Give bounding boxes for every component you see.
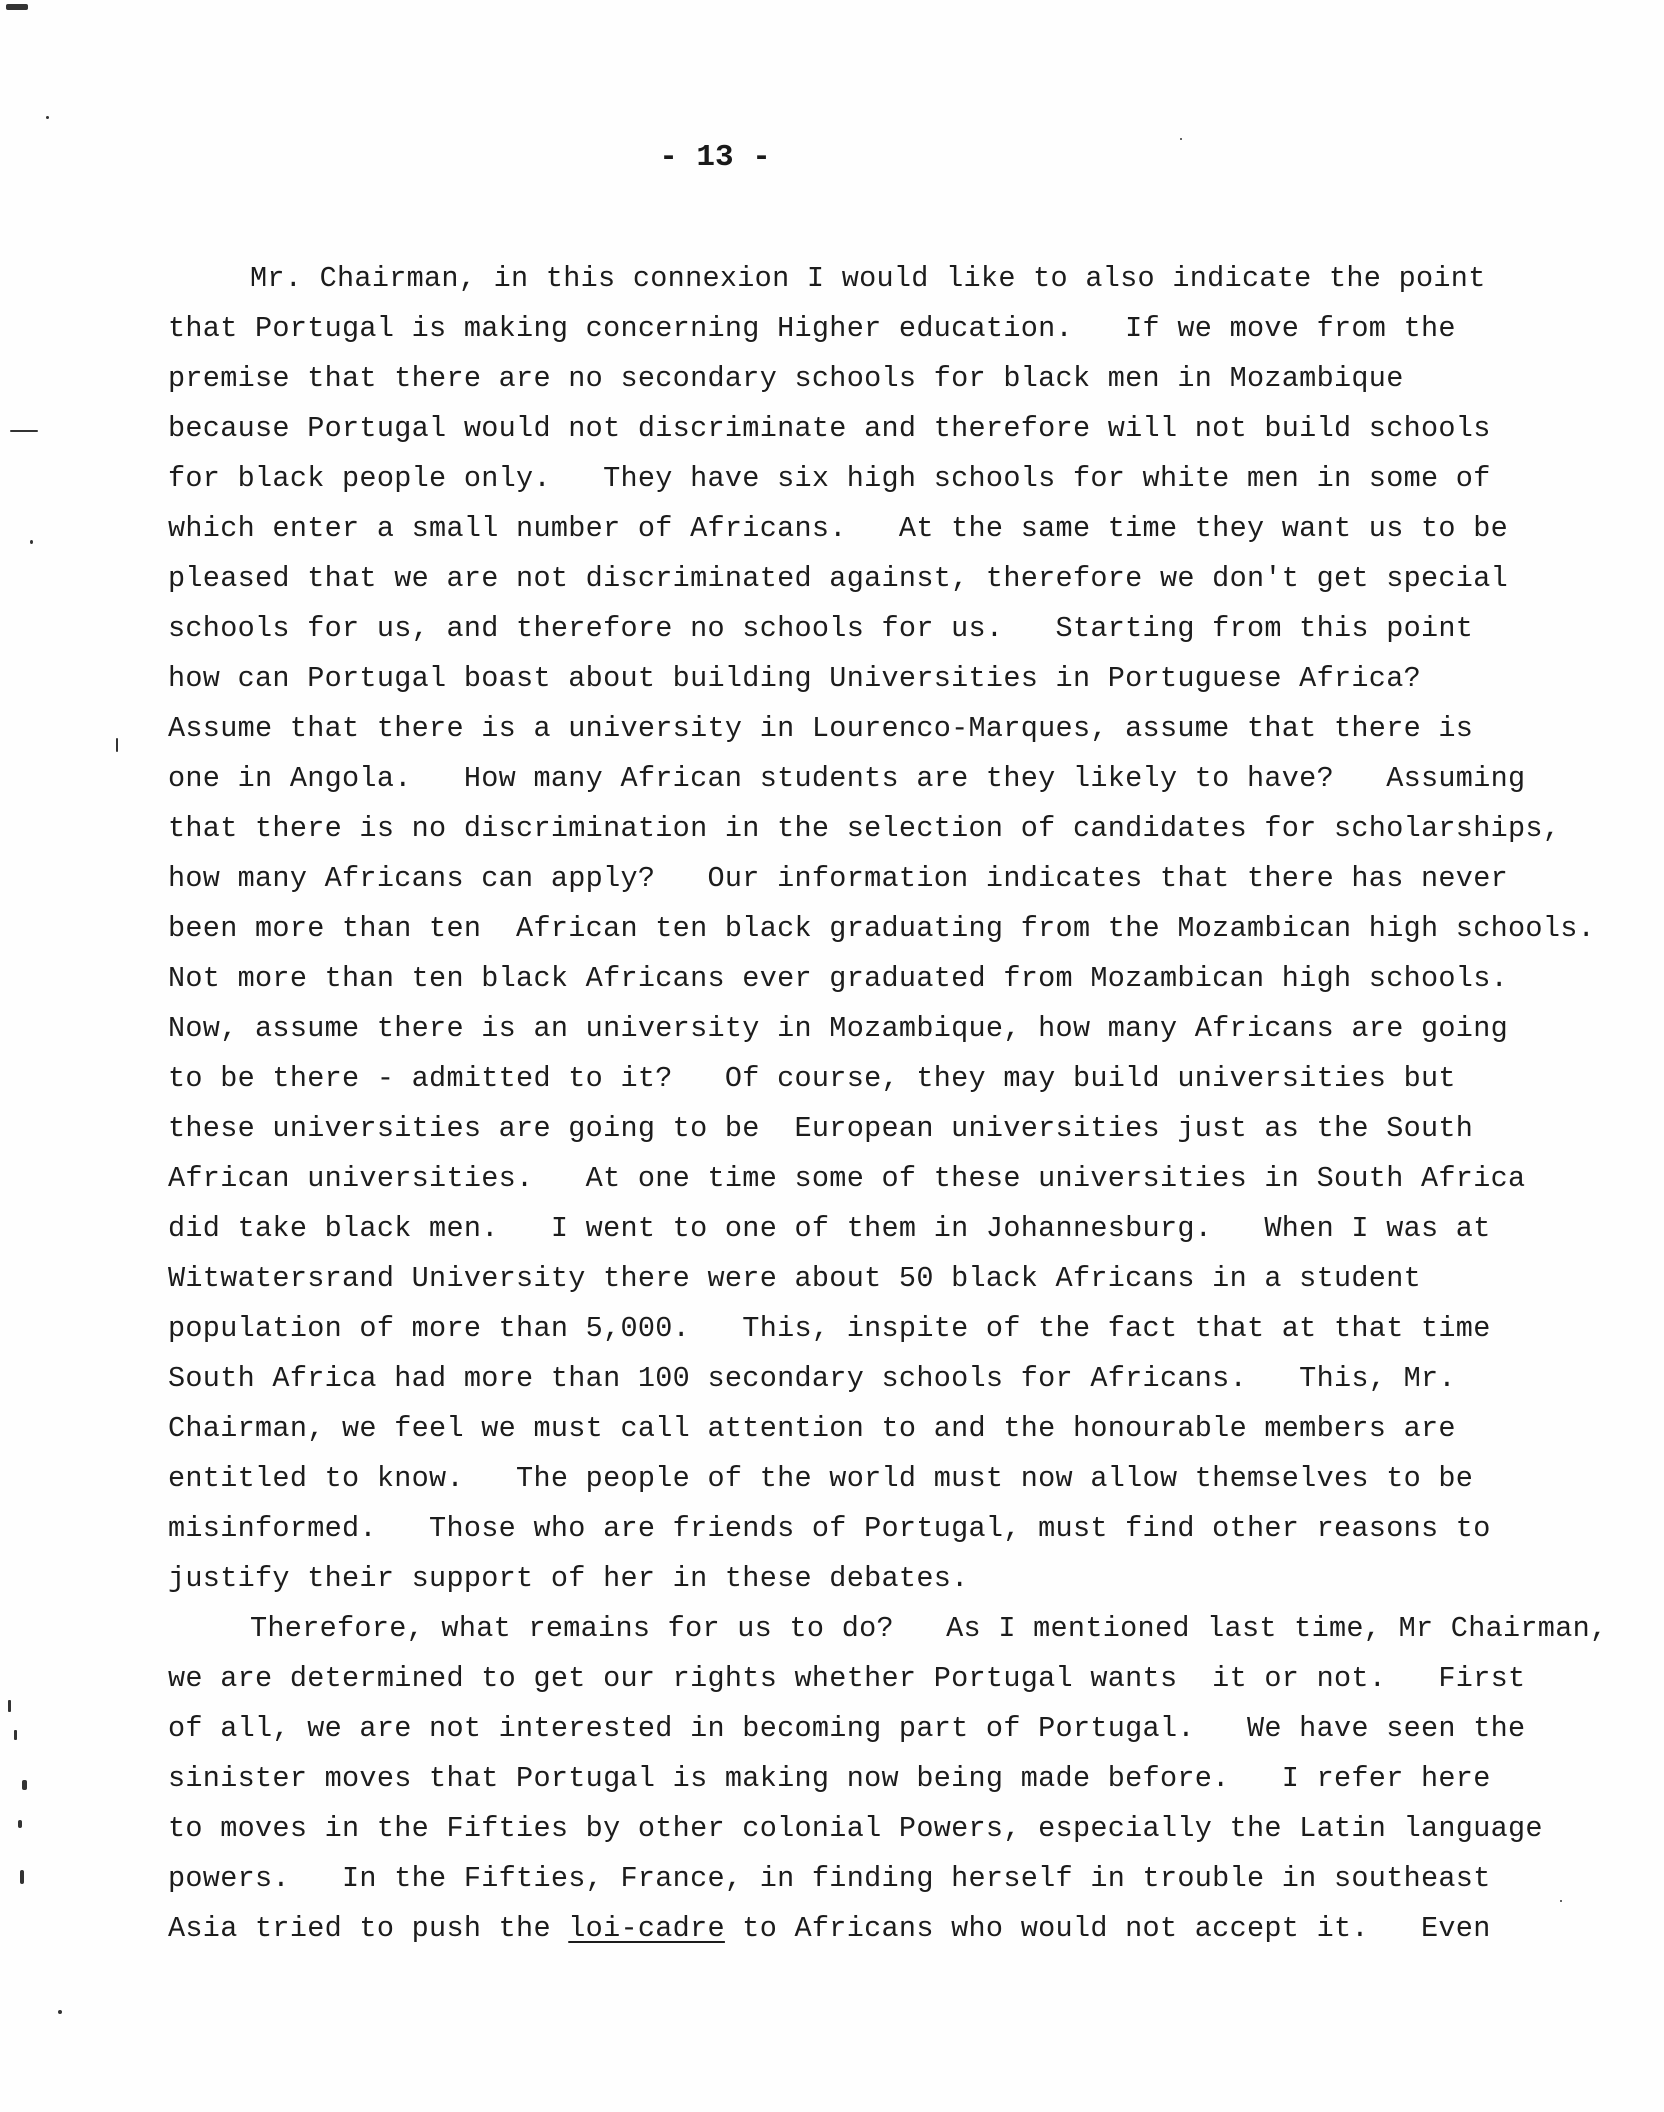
text-line: premise that there are no secondary schools for black men in Mozambique	[168, 362, 1404, 395]
text-segment: Asia tried to push the	[168, 1912, 569, 1945]
text-line: how can Portugal boast about building Universities in Portuguese Africa?	[168, 662, 1421, 695]
scan-artifact	[18, 1820, 22, 1828]
scan-artifact	[1180, 138, 1182, 140]
scan-artifact	[14, 1730, 17, 1740]
text-line: did take black men. I went to one of them in Johannesburg. When I was at	[168, 1212, 1491, 1245]
text-line: powers. In the Fifties, France, in finding herself in trouble in southeast	[168, 1862, 1491, 1895]
text-line: Chairman, we feel we must call attention to and the honourable members are	[168, 1412, 1456, 1445]
text-line-with-underline	[168, 1912, 1491, 1946]
text-line: to be there - admitted to it? Of course, they may build universities but	[168, 1062, 1456, 1095]
scan-artifact	[46, 116, 49, 119]
text-line: South Africa had more than 100 secondary schools for Africans. This, Mr.	[168, 1362, 1456, 1395]
text-line: population of more than 5,000. This, inspite of the fact that at that time	[168, 1312, 1491, 1345]
text-line: sinister moves that Portugal is making now being made before. I refer here	[168, 1762, 1491, 1795]
underlined-term: loi-cadre	[568, 1912, 725, 1945]
text-line: which enter a small number of Africans. At the same time they want us to be	[168, 512, 1509, 545]
text-line: misinformed. Those who are friends of Portugal, must find other reasons to	[168, 1512, 1491, 1545]
text-line: we are determined to get our rights whether Portugal wants it or not. First	[168, 1662, 1526, 1695]
text-line: to moves in the Fifties by other colonial Powers, especially the Latin language	[168, 1812, 1543, 1845]
scan-artifact	[1560, 1900, 1562, 1902]
text-line: Not more than ten black Africans ever graduated from Mozambican high schools.	[168, 962, 1509, 995]
text-line: Now, assume there is an university in Mozambique, how many Africans are going	[168, 1012, 1509, 1045]
text-line: for black people only. They have six high schools for white men in some of	[168, 462, 1491, 495]
text-line: been more than ten African ten black graduating from the Mozambican high schools.	[168, 912, 1596, 945]
text-line: how many Africans can apply? Our information indicates that there has never	[168, 862, 1509, 895]
page-number: - 13 -	[659, 140, 771, 175]
scan-artifact	[6, 4, 28, 10]
scan-artifact	[8, 1700, 11, 1712]
text-line: Mr. Chairman, in this connexion I would like to also indicate the point	[250, 262, 1486, 295]
text-line: that there is no discrimination in the selection of candidates for scholarships,	[168, 812, 1561, 845]
scan-artifact	[22, 1780, 27, 1790]
text-line: these universities are going to be European universities just as the South	[168, 1112, 1474, 1145]
text-line: one in Angola. How many African students are they likely to have? Assuming	[168, 762, 1526, 795]
scan-artifact	[58, 2010, 62, 2014]
text-line: that Portugal is making concerning Higher education. If we move from the	[168, 312, 1456, 345]
text-segment: to Africans who would not accept it. Even	[724, 1912, 1491, 1945]
text-line: because Portugal would not discriminate and therefore will not build schools	[168, 412, 1491, 445]
text-line: Assume that there is a university in Lourenco-Marques, assume that there is	[168, 712, 1474, 745]
text-line: of all, we are not interested in becoming part of Portugal. We have seen the	[168, 1712, 1526, 1745]
text-line: schools for us, and therefore no schools for us. Starting from this point	[168, 612, 1474, 645]
text-line: African universities. At one time some of these universities in South Africa	[168, 1162, 1526, 1195]
text-line: Witwatersrand University there were about 50 black Africans in a student	[168, 1262, 1421, 1295]
text-line: justify their support of her in these debates.	[168, 1562, 969, 1595]
text-line: pleased that we are not discriminated against, therefore we don't get special	[168, 562, 1509, 595]
text-line: entitled to know. The people of the world must now allow themselves to be	[168, 1462, 1474, 1495]
scan-artifact	[116, 738, 118, 752]
scan-artifact	[20, 1870, 24, 1884]
text-line: Therefore, what remains for us to do? As I mentioned last time, Mr Chairman,	[250, 1612, 1608, 1645]
scan-artifact	[30, 540, 33, 544]
scan-artifact	[10, 430, 38, 432]
